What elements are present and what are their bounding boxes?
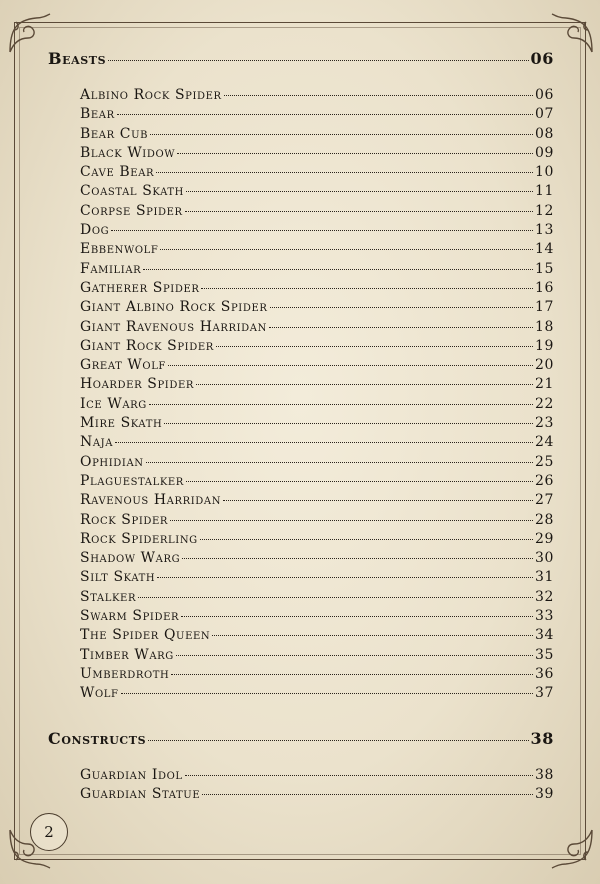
entry-name: Coastal Skath bbox=[80, 183, 184, 200]
dot-leader bbox=[186, 191, 533, 192]
entry-name: Silt Skath bbox=[80, 569, 156, 586]
entry-page: 29 bbox=[534, 530, 554, 547]
entry-name: Plaguestalker bbox=[80, 472, 184, 489]
toc-entry[interactable] bbox=[80, 626, 554, 645]
page-number: 2 bbox=[30, 813, 68, 851]
toc-entry[interactable] bbox=[80, 414, 554, 433]
toc-entry[interactable] bbox=[80, 125, 554, 144]
entry-name: Dog bbox=[80, 222, 110, 239]
entry-name: Umberdroth bbox=[80, 665, 170, 682]
dot-leader bbox=[223, 500, 533, 501]
entry-name: Ravenous Harridan bbox=[80, 492, 222, 509]
toc-entry[interactable] bbox=[80, 221, 554, 240]
toc-entry[interactable] bbox=[80, 453, 554, 472]
entry-name: Wolf bbox=[80, 685, 119, 702]
entry-name: Gatherer Spider bbox=[80, 279, 200, 296]
toc-entry[interactable] bbox=[80, 511, 554, 530]
dot-leader bbox=[185, 775, 533, 776]
dot-leader bbox=[148, 740, 528, 741]
entry-name: Guardian Statue bbox=[80, 785, 201, 802]
toc-entry[interactable] bbox=[80, 433, 554, 452]
toc-entry[interactable] bbox=[80, 375, 554, 394]
entry-name: Corpse Spider bbox=[80, 202, 183, 219]
dot-leader bbox=[269, 327, 533, 328]
entry-page: 39 bbox=[534, 785, 554, 802]
entry-page: 27 bbox=[534, 492, 554, 509]
toc-entry[interactable] bbox=[80, 646, 554, 665]
entry-name: Guardian Idol bbox=[80, 766, 183, 783]
entry-name: Giant Albino Rock Spider bbox=[80, 299, 268, 316]
toc-entry-list bbox=[48, 766, 554, 805]
dot-leader bbox=[212, 635, 533, 636]
dot-leader bbox=[115, 442, 533, 443]
entry-page: 20 bbox=[534, 357, 554, 374]
toc-section-constructs[interactable] bbox=[48, 728, 554, 750]
entry-page: 38 bbox=[534, 766, 554, 783]
dot-leader bbox=[168, 365, 533, 366]
toc-entry[interactable] bbox=[80, 318, 554, 337]
toc-entry[interactable] bbox=[80, 530, 554, 549]
corner-ornament-icon bbox=[550, 12, 596, 58]
dot-leader bbox=[176, 655, 533, 656]
entry-page: 13 bbox=[534, 222, 554, 239]
entry-page: 24 bbox=[534, 434, 554, 451]
dot-leader bbox=[111, 230, 533, 231]
dot-leader bbox=[202, 794, 533, 795]
dot-leader bbox=[146, 462, 533, 463]
entry-page: 31 bbox=[534, 569, 554, 586]
entry-name: Bear Cub bbox=[80, 125, 149, 142]
entry-page: 30 bbox=[534, 550, 554, 567]
dot-leader bbox=[185, 211, 533, 212]
toc-section-beasts[interactable] bbox=[48, 48, 554, 70]
dot-leader bbox=[224, 95, 533, 96]
toc-entry[interactable] bbox=[80, 395, 554, 414]
entry-page: 07 bbox=[534, 106, 554, 123]
toc-entry[interactable] bbox=[80, 684, 554, 703]
toc-entry[interactable] bbox=[80, 588, 554, 607]
dot-leader bbox=[196, 384, 533, 385]
dot-leader bbox=[143, 269, 533, 270]
entry-page: 17 bbox=[534, 299, 554, 316]
dot-leader bbox=[117, 114, 533, 115]
entry-name: Shadow Warg bbox=[80, 550, 181, 567]
entry-name: Albino Rock Spider bbox=[80, 87, 222, 103]
entry-page: 33 bbox=[534, 608, 554, 625]
entry-name: The Spider Queen bbox=[80, 627, 211, 644]
entry-name: Giant Ravenous Harridan bbox=[80, 318, 267, 335]
section-title: Beasts bbox=[48, 49, 107, 68]
entry-name: Rock Spiderling bbox=[80, 530, 198, 547]
dot-leader bbox=[177, 153, 533, 154]
dot-leader bbox=[121, 693, 533, 694]
entry-page: 26 bbox=[534, 472, 554, 489]
entry-page: 12 bbox=[534, 202, 554, 219]
entry-page: 09 bbox=[534, 144, 554, 161]
entry-page: 10 bbox=[534, 164, 554, 181]
dot-leader bbox=[170, 520, 533, 521]
toc-entry[interactable] bbox=[80, 298, 554, 317]
dot-leader bbox=[164, 423, 533, 424]
entry-name: Giant Rock Spider bbox=[80, 337, 214, 354]
entry-name: Black Widow bbox=[80, 144, 176, 161]
dot-leader bbox=[216, 346, 533, 347]
entry-name: Swarm Spider bbox=[80, 608, 180, 625]
toc-entry[interactable] bbox=[80, 568, 554, 587]
entry-page: 14 bbox=[534, 241, 554, 258]
toc-entry[interactable] bbox=[80, 182, 554, 201]
toc-entry[interactable] bbox=[80, 665, 554, 684]
toc-entry[interactable] bbox=[80, 86, 554, 105]
section-page: 06 bbox=[530, 49, 554, 68]
entry-name: Timber Warg bbox=[80, 646, 174, 663]
dot-leader bbox=[160, 249, 533, 250]
entry-page: 23 bbox=[534, 415, 554, 432]
dot-leader bbox=[157, 577, 533, 578]
toc-entry[interactable] bbox=[80, 549, 554, 568]
toc-entry[interactable] bbox=[80, 240, 554, 259]
entry-page: 19 bbox=[534, 337, 554, 354]
section-page: 38 bbox=[530, 728, 554, 748]
entry-page: 11 bbox=[534, 183, 554, 200]
entry-name: Naja bbox=[80, 434, 114, 451]
table-of-contents bbox=[48, 48, 554, 804]
entry-page: 34 bbox=[534, 627, 554, 644]
entry-name: Ophidian bbox=[80, 453, 144, 470]
dot-leader bbox=[150, 134, 533, 135]
toc-entry[interactable] bbox=[80, 260, 554, 279]
dot-leader bbox=[149, 404, 533, 405]
toc-entry[interactable] bbox=[80, 472, 554, 491]
entry-page: 32 bbox=[534, 588, 554, 605]
entry-page: 06 bbox=[534, 87, 554, 103]
toc-entry[interactable] bbox=[80, 356, 554, 375]
entry-page: 15 bbox=[534, 260, 554, 277]
entry-name: Rock Spider bbox=[80, 511, 169, 528]
entry-page: 36 bbox=[534, 665, 554, 682]
entry-page: 25 bbox=[534, 453, 554, 470]
entry-page: 16 bbox=[534, 279, 554, 296]
entry-name: Ebbenwolf bbox=[80, 241, 159, 258]
dot-leader bbox=[182, 558, 533, 559]
entry-name: Ice Warg bbox=[80, 395, 147, 412]
toc-entry[interactable] bbox=[80, 163, 554, 182]
dot-leader bbox=[270, 307, 533, 308]
toc-entry[interactable] bbox=[80, 607, 554, 626]
entry-name: Bear bbox=[80, 106, 115, 123]
entry-page: 21 bbox=[534, 376, 554, 393]
entry-name: Mire Skath bbox=[80, 415, 163, 432]
toc-entry[interactable] bbox=[80, 785, 554, 804]
entry-page: 22 bbox=[534, 395, 554, 412]
entry-name: Familiar bbox=[80, 260, 142, 277]
entry-page: 37 bbox=[534, 685, 554, 702]
dot-leader bbox=[186, 481, 533, 482]
toc-entry[interactable] bbox=[80, 105, 554, 124]
toc-entry[interactable] bbox=[80, 766, 554, 785]
toc-entry[interactable] bbox=[80, 491, 554, 510]
dot-leader bbox=[156, 172, 533, 173]
section-title: Constructs bbox=[48, 728, 147, 748]
dot-leader bbox=[171, 674, 533, 675]
entry-name: Stalker bbox=[80, 588, 137, 605]
corner-ornament-icon bbox=[550, 824, 596, 870]
dot-leader bbox=[138, 597, 533, 598]
toc-entry[interactable] bbox=[80, 144, 554, 163]
entry-page: 18 bbox=[534, 318, 554, 335]
entry-name: Cave Bear bbox=[80, 164, 155, 181]
toc-entry[interactable] bbox=[80, 202, 554, 221]
entry-name: Great Wolf bbox=[80, 357, 166, 374]
dot-leader bbox=[200, 539, 533, 540]
entry-page: 28 bbox=[534, 511, 554, 528]
dot-leader bbox=[181, 616, 533, 617]
dot-leader bbox=[108, 60, 528, 61]
toc-entry[interactable] bbox=[80, 279, 554, 298]
entry-page: 08 bbox=[534, 125, 554, 142]
toc-entry-list bbox=[48, 86, 554, 704]
dot-leader bbox=[201, 288, 533, 289]
entry-page: 35 bbox=[534, 646, 554, 663]
toc-entry[interactable] bbox=[80, 337, 554, 356]
entry-name: Hoarder Spider bbox=[80, 376, 194, 393]
corner-ornament-icon bbox=[6, 12, 52, 58]
